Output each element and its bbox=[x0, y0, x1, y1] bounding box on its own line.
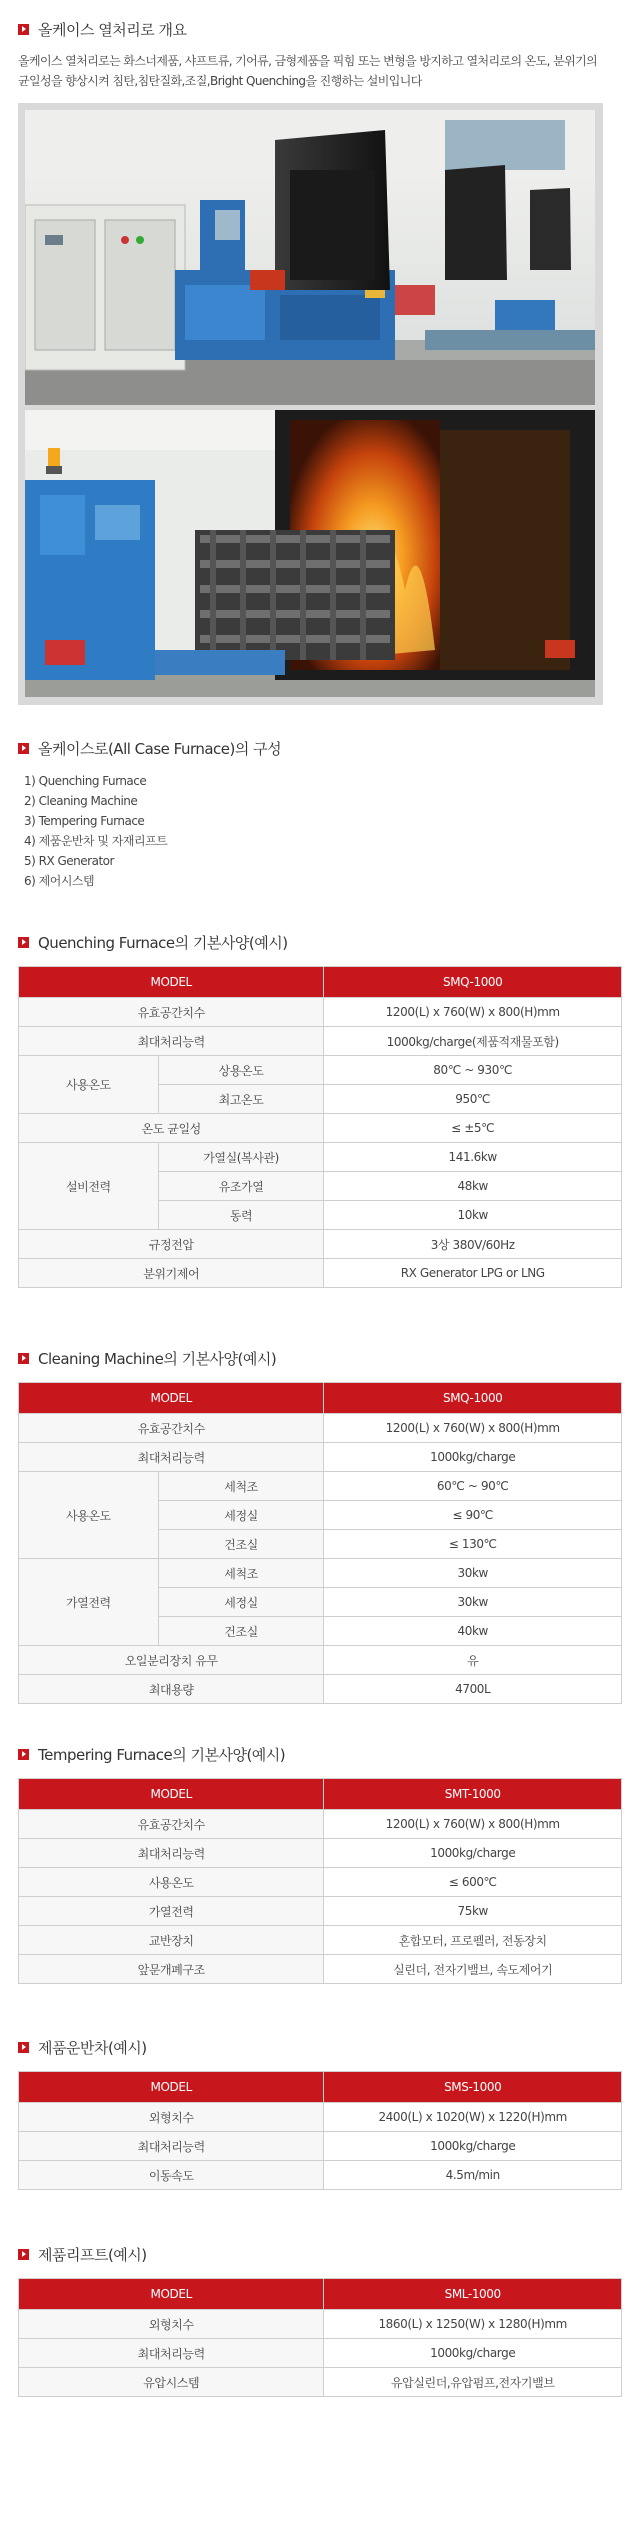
arrow-bullet-icon bbox=[18, 743, 29, 754]
arrow-bullet-icon bbox=[18, 2042, 29, 2053]
table-row: 오일분리장치 유무 유 bbox=[19, 1646, 622, 1675]
page bbox=[0, 19, 640, 2397]
composition-heading bbox=[18, 738, 622, 759]
table-row: 건조실 40kw bbox=[19, 1617, 622, 1646]
table-row: 규정전압 3상 380V/60Hz bbox=[19, 1230, 622, 1259]
list-item: 4) 제품운반차 및 자재리프트 bbox=[24, 834, 168, 848]
table-header-row: MODEL SMQ-1000 bbox=[19, 967, 622, 998]
arrow-bullet-icon bbox=[18, 937, 29, 948]
cleaning-heading bbox=[18, 1348, 622, 1369]
list-item: 3) Tempering Furnace bbox=[24, 814, 145, 828]
arrow-bullet-icon bbox=[18, 24, 29, 35]
table-row: 최대용량 4700L bbox=[19, 1675, 622, 1704]
lift-heading bbox=[18, 2244, 622, 2265]
list-item: 2) Cleaning Machine bbox=[24, 794, 138, 808]
tempering-spec-table bbox=[18, 1778, 622, 1984]
tempering-heading bbox=[18, 1744, 622, 1765]
table-row: 최대처리능력 1000kg/charge(제품적재물포함) bbox=[19, 1027, 622, 1056]
table-row: 유조가열 48kw bbox=[19, 1172, 622, 1201]
overview-description: 올케이스 열처리로는 화스너제품, 샤프트류, 기어류, 금형제품을 픽힘 또는 변형을 방지하고 열처리로의 온도, 분위기의 균일성을 향상시켜 침탄,침탄질화,조질,Bright Quenching을 진행하는 설비입니다 bbox=[18, 54, 598, 88]
table-row: 세정실 30kw bbox=[19, 1588, 622, 1617]
table-row: 설비전력 가열실(복사관) 141.6kw bbox=[19, 1143, 622, 1172]
table-row: 최대처리능력 1000kg/charge bbox=[19, 2339, 622, 2368]
table-row: 유효공간치수 1200(L) x 760(W) x 800(H)mm bbox=[19, 1414, 622, 1443]
quenching-heading bbox=[18, 932, 622, 953]
table-row: 가열전력 75kw bbox=[19, 1897, 622, 1926]
table-row: 최대처리능력 1000kg/charge bbox=[19, 2132, 622, 2161]
furnace-line-photo bbox=[25, 110, 595, 405]
lift-spec-table bbox=[18, 2278, 622, 2397]
table-row: 분위기제어 RX Generator LPG or LNG bbox=[19, 1259, 622, 1288]
composition-title: 올케이스로(All Case Furnace)의 구성 bbox=[38, 740, 282, 758]
cleaning-title: Cleaning Machine의 기본사양(예시) bbox=[38, 1350, 277, 1368]
overview-heading bbox=[18, 19, 622, 40]
arrow-bullet-icon bbox=[18, 2249, 29, 2260]
table-row: 교반장치 혼합모터, 프로펠러, 전동장치 bbox=[19, 1926, 622, 1955]
table-row: 유효공간치수 1200(L) x 760(W) x 800(H)mm bbox=[19, 998, 622, 1027]
table-row: 건조실 ≤ 130℃ bbox=[19, 1530, 622, 1559]
table-row: 유효공간치수 1200(L) x 760(W) x 800(H)mm bbox=[19, 1810, 622, 1839]
table-header-row: MODEL SMS-1000 bbox=[19, 2072, 622, 2103]
arrow-bullet-icon bbox=[18, 1749, 29, 1760]
table-row: 이동속도 4.5m/min bbox=[19, 2161, 622, 2190]
table-row: 최고온도 950℃ bbox=[19, 1085, 622, 1114]
quenching-flame-photo bbox=[25, 410, 595, 697]
table-row: 동력 10kw bbox=[19, 1201, 622, 1230]
table-row: 사용온도 ≤ 600℃ bbox=[19, 1868, 622, 1897]
table-row: 유압시스템 유압실린더,유압펌프,전자기밸브 bbox=[19, 2368, 622, 2397]
lift-title: 제품리프트(예시) bbox=[38, 2246, 147, 2264]
table-header-row: MODEL SMT-1000 bbox=[19, 1779, 622, 1810]
quenching-title: Quenching Furnace의 기본사양(예시) bbox=[38, 934, 288, 952]
list-item: 5) RX Generator bbox=[24, 854, 114, 868]
table-row: 가열전력 세척조 30kw bbox=[19, 1559, 622, 1588]
table-row: 사용온도 상용온도 80℃ ~ 930℃ bbox=[19, 1056, 622, 1085]
furnace-photo-frame bbox=[18, 103, 603, 705]
cart-spec-table bbox=[18, 2071, 622, 2190]
quenching-spec-table bbox=[18, 966, 622, 1288]
arrow-bullet-icon bbox=[18, 1353, 29, 1364]
table-row: 최대처리능력 1000kg/charge bbox=[19, 1443, 622, 1472]
table-header-row: MODEL SMQ-1000 bbox=[19, 1383, 622, 1414]
table-row: 온도 균일성 ≤ ±5℃ bbox=[19, 1114, 622, 1143]
table-row: 앞문개폐구조 실린더, 전자기밸브, 속도제어기 bbox=[19, 1955, 622, 1984]
table-row: 외형치수 1860(L) x 1250(W) x 1280(H)mm bbox=[19, 2310, 622, 2339]
table-row: 최대처리능력 1000kg/charge bbox=[19, 1839, 622, 1868]
table-header-row: MODEL SML-1000 bbox=[19, 2279, 622, 2310]
list-item: 1) Quenching Furnace bbox=[24, 774, 147, 788]
overview-title: 올케이스 열처리로 개요 bbox=[38, 21, 187, 39]
composition-list bbox=[18, 771, 622, 891]
cart-title: 제품운반차(예시) bbox=[38, 2039, 147, 2057]
cleaning-spec-table bbox=[18, 1382, 622, 1704]
table-row: 세정실 ≤ 90℃ bbox=[19, 1501, 622, 1530]
table-row: 외형치수 2400(L) x 1020(W) x 1220(H)mm bbox=[19, 2103, 622, 2132]
cart-heading bbox=[18, 2037, 622, 2058]
list-item: 6) 제어시스템 bbox=[24, 874, 95, 888]
tempering-title: Tempering Furnace의 기본사양(예시) bbox=[38, 1746, 286, 1764]
table-row: 사용온도 세척조 60℃ ~ 90℃ bbox=[19, 1472, 622, 1501]
